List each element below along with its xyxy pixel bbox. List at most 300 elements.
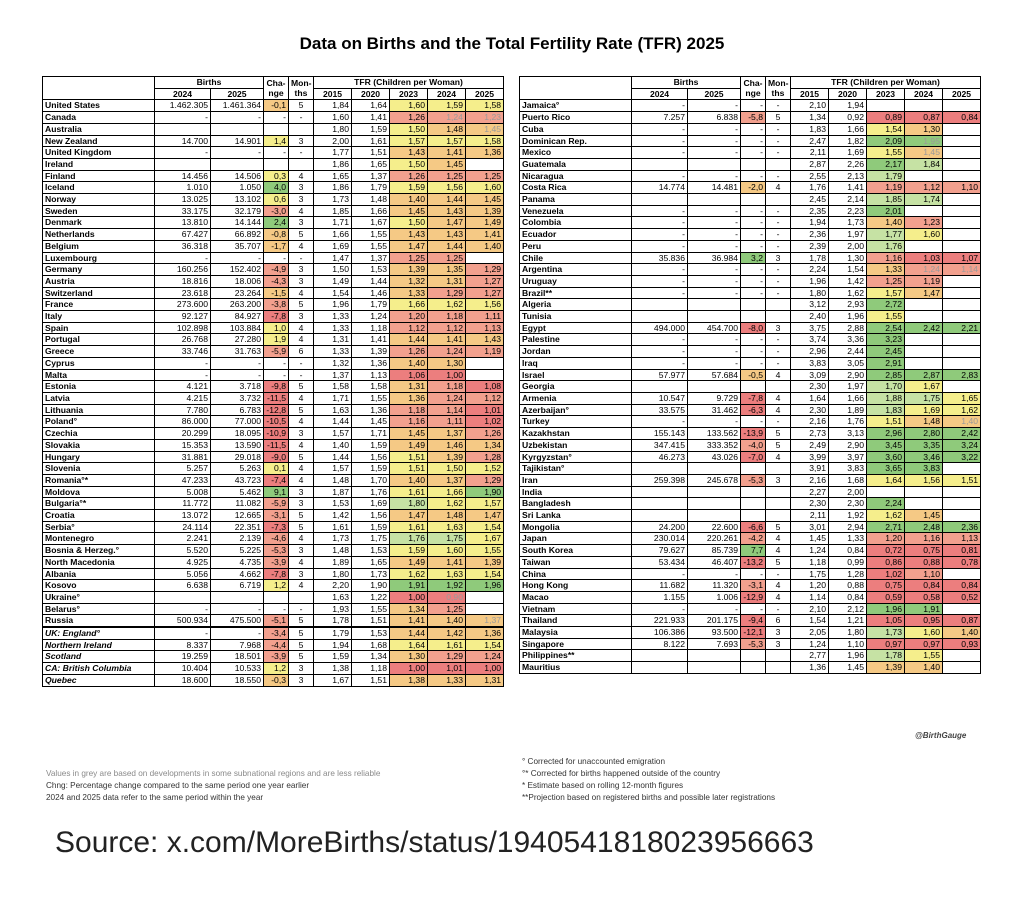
tfr-cell: 2,72 [867,299,905,311]
tfr-cell: 0,92 [829,112,867,124]
change-cell: - [264,147,289,159]
tfr-cell: 1,53 [352,264,390,276]
tfr-cell: 3,60 [867,451,905,463]
change-cell: - [741,568,766,580]
births-cell: 53.434 [632,556,688,568]
months-cell: 5 [289,510,314,522]
births-cell: 33.575 [632,404,688,416]
tfr-cell [943,100,981,112]
country-cell: Colombia [520,217,632,229]
table-row [520,357,981,369]
header-row-1 [520,77,981,89]
country-cell: Guatemala [520,158,632,170]
tfr-cell: 1,78 [867,650,905,662]
table-row [43,439,504,451]
footnote-right: * Estimate based on rolling 12-month figures [522,781,684,790]
table-row [520,650,981,662]
table-row [43,580,504,592]
births-cell [688,381,741,393]
births-cell: - [632,240,688,252]
country-cell: Italy [43,311,155,323]
tfr-cell [943,240,981,252]
tfr-cell: 2,30 [791,381,829,393]
tfr-cell: 1,60 [466,182,504,194]
change-cell: - [741,287,766,299]
footnote-right: ° Corrected for unaccounted emigration [522,757,665,766]
months-cell: - [766,170,791,182]
births-cell: 102.898 [155,322,211,334]
tfr-cell: 1,00 [390,591,428,603]
country-cell: Russia [43,615,155,627]
births-cell: - [632,170,688,182]
births-cell: 20.299 [155,428,211,440]
births-cell: 1.462.305 [155,100,211,112]
tfr-cell: 1,59 [390,545,428,557]
tfr-cell: 1,60 [390,100,428,112]
tfr-cell: 1,13 [943,533,981,545]
births-cell: 24.114 [155,521,211,533]
months-header: Mon- ths [766,77,791,100]
tfr-cell: 1,57 [314,428,352,440]
table-row [43,591,504,603]
births-cell: 14.774 [632,182,688,194]
births-cell: 263.200 [211,299,264,311]
births-cell: 5.008 [155,486,211,498]
change-cell: -5,3 [741,638,766,650]
births-cell: 10.404 [155,663,211,675]
tfr-cell: 2,30 [791,498,829,510]
tfr-cell: 1,39 [428,451,466,463]
change-cell: - [264,369,289,381]
births-cell: 494.000 [632,322,688,334]
tfr-cell: 1,39 [466,205,504,217]
months-cell: 3 [289,194,314,206]
change-cell: -5,8 [741,112,766,124]
tfr-cell: 2,87 [905,369,943,381]
births-cell: 1.050 [211,182,264,194]
tfr-cell: 1,68 [352,639,390,651]
tfr-cell: 3,12 [791,299,829,311]
months-cell: - [766,205,791,217]
births-cell: 18.816 [155,275,211,287]
tfr-cell: 1,48 [314,545,352,557]
table-row [43,287,504,299]
tfr-cell [867,486,905,498]
births-cell: 14.901 [211,135,264,147]
tfr-cell: 2,47 [791,135,829,147]
country-cell: Ukraine° [43,591,155,603]
tfr-cell: 1,33 [867,264,905,276]
tfr-cell: 1,24 [905,264,943,276]
table-row [43,556,504,568]
year-header: 2025 [211,88,264,100]
months-cell: 5 [289,651,314,663]
change-cell: -5,3 [264,545,289,557]
births-cell [632,299,688,311]
table-row [520,205,981,217]
tfr-cell: 3,35 [905,439,943,451]
change-cell: -4,6 [264,533,289,545]
tfr-cell: 1,00 [428,369,466,381]
tfr-cell: 1,19 [466,346,504,358]
change-cell: - [741,264,766,276]
tfr-cell: 1,71 [314,392,352,404]
tfr-cell: 2,35 [791,205,829,217]
months-cell: - [289,112,314,124]
change-cell: - [264,112,289,124]
births-cell: 6.783 [211,404,264,416]
country-cell: Vietnam [520,603,632,615]
tfr-cell [943,217,981,229]
country-cell: Moldova [43,486,155,498]
births-cell: 77.000 [211,416,264,428]
tfr-cell: 1,68 [829,474,867,486]
tfr-cell: 1,86 [314,182,352,194]
births-cell: 3.732 [211,392,264,404]
tfr-cell: 1,57 [428,135,466,147]
tfr-cell: 3,83 [905,463,943,475]
tfr-cell [943,287,981,299]
births-cell [688,311,741,323]
tfr-cell: 2,00 [829,240,867,252]
tfr-cell: 1,96 [829,311,867,323]
months-cell: 5 [766,428,791,440]
births-cell: 13.590 [211,439,264,451]
country-cell: Japan [520,533,632,545]
tfr-cell: 1,57 [867,287,905,299]
months-cell [289,158,314,170]
change-cell: -9,4 [741,615,766,627]
tfr-cell: 1,13 [352,369,390,381]
births-cell: 14.481 [688,182,741,194]
tfr-cell: 2,42 [905,322,943,334]
tfr-cell: 1,52 [466,463,504,475]
tfr-cell: 1,18 [428,381,466,393]
tfr-cell: 1,37 [466,615,504,627]
table-row [43,275,504,287]
table-row [43,674,504,686]
tfr-cell: 1,61 [390,521,428,533]
tfr-cell: 1,16 [905,533,943,545]
tfr-cell: 1,93 [314,603,352,615]
births-cell: - [211,252,264,264]
tfr-cell: 1,96 [829,650,867,662]
table-row [520,287,981,299]
tfr-cell: 1,78 [791,252,829,264]
table-row [520,474,981,486]
births-cell: 5.257 [155,463,211,475]
change-cell [741,311,766,323]
table-row [520,580,981,592]
tfr-cell: 1,31 [314,334,352,346]
table-row [43,615,504,627]
tfr-cell: 3,45 [867,439,905,451]
months-cell: 3 [289,545,314,557]
tfr-cell: 2,71 [867,521,905,533]
tfr-cell: 2,85 [867,369,905,381]
births-cell [632,662,688,674]
births-cell: - [688,100,741,112]
tfr-cell: 1,77 [867,229,905,241]
tfr-cell: 0,88 [905,556,943,568]
tfr-cell: 1,60 [905,627,943,639]
table-row [43,264,504,276]
births-cell [688,299,741,311]
change-cell: - [741,205,766,217]
months-cell: 3 [289,275,314,287]
change-cell: 1,2 [264,663,289,675]
months-cell: 4 [766,369,791,381]
tfr-cell: 1,54 [466,639,504,651]
months-cell [766,650,791,662]
tfr-cell: 1,43 [428,205,466,217]
table-row [43,346,504,358]
tfr-cell: 1,45 [390,428,428,440]
births-cell: 333.352 [688,439,741,451]
country-cell: Iran [520,474,632,486]
tfr-cell: 1,79 [352,299,390,311]
tfr-cell: 2,73 [791,428,829,440]
change-cell: -13,2 [741,556,766,568]
months-cell: 5 [766,556,791,568]
change-cell: -10,5 [264,416,289,428]
tfr-cell: 1,37 [428,428,466,440]
tfr-cell: 1,35 [428,264,466,276]
country-cell: Austria [43,275,155,287]
table-row [43,217,504,229]
months-cell: 4 [289,439,314,451]
country-cell: South Korea [520,545,632,557]
months-cell: - [766,416,791,428]
births-cell: - [688,229,741,241]
births-cell: - [632,100,688,112]
births-cell: 23.618 [155,287,211,299]
table-row [43,135,504,147]
change-cell: -7,4 [264,474,289,486]
tfr-cell [466,369,504,381]
country-cell: Slovakia [43,439,155,451]
tfr-cell: 1,66 [390,299,428,311]
change-cell: - [741,170,766,182]
births-cell: - [688,416,741,428]
table-row [43,451,504,463]
tfr-cell: 1,76 [867,240,905,252]
change-cell: -3,9 [264,556,289,568]
tfr-cell: 1,79 [867,170,905,182]
table-row [520,510,981,522]
country-cell: Serbia° [43,521,155,533]
tfr-cell: 1,14 [428,404,466,416]
table-row [43,170,504,182]
tfr-cell: 1,44 [428,240,466,252]
tfr-cell: 2,96 [791,346,829,358]
change-cell [741,662,766,674]
tfr-cell [943,510,981,522]
tfr-cell: 1,54 [867,123,905,135]
births-cell [632,650,688,662]
tfr-cell: 1,76 [829,416,867,428]
country-cell: Ireland [43,158,155,170]
births-cell: - [688,123,741,135]
months-cell [766,662,791,674]
tfr-cell: 1,19 [905,275,943,287]
change-cell: - [741,147,766,159]
tfr-cell [466,357,504,369]
tfr-cell: 1,87 [314,486,352,498]
change-cell: 7,7 [741,545,766,557]
change-cell: 0,6 [264,194,289,206]
births-cell: 4.121 [155,381,211,393]
tfr-cell: 1,41 [390,615,428,627]
change-cell: -7,3 [264,521,289,533]
tfr-cell: 3,83 [791,357,829,369]
births-header: Births [632,77,741,89]
table-row [520,416,981,428]
table-row [43,416,504,428]
tfr-cell: 1,45 [905,510,943,522]
tfr-cell: 1,47 [905,287,943,299]
country-cell: Kosovo [43,580,155,592]
tfr-cell: 1,24 [791,545,829,557]
tfr-cell: 0,84 [943,112,981,124]
months-cell: 4 [289,334,314,346]
table-row [43,486,504,498]
tfr-cell: 1,47 [314,252,352,264]
births-cell: - [632,147,688,159]
months-cell: 4 [766,545,791,557]
tfr-cell: 2,49 [791,439,829,451]
months-cell [766,299,791,311]
births-cell [688,194,741,206]
births-cell: 85.739 [688,545,741,557]
months-cell: 6 [289,346,314,358]
country-cell: Dominican Rep. [520,135,632,147]
change-cell [741,463,766,475]
tfr-cell: 1,73 [867,627,905,639]
tfr-cell: 1,00 [390,663,428,675]
tfr-cell: 1,64 [867,474,905,486]
tfr-cell: 1,55 [466,545,504,557]
months-cell: 6 [766,615,791,627]
tfr-cell: 1,61 [428,639,466,651]
tfr-cell: 3,01 [791,521,829,533]
tfr-cell: 1,49 [314,275,352,287]
tfr-cell: 1,73 [352,568,390,580]
births-cell: - [688,334,741,346]
months-cell: 4 [289,240,314,252]
tfr-cell: 2,20 [314,580,352,592]
months-cell [766,381,791,393]
table-row [43,404,504,416]
births-cell: - [211,357,264,369]
births-cell: - [211,369,264,381]
tfr-cell: 1,45 [905,147,943,159]
change-cell: - [741,123,766,135]
tfr-cell: 1,55 [905,650,943,662]
tfr-cell [943,158,981,170]
tfr-cell: 1,95 [905,135,943,147]
births-cell: 4.925 [155,556,211,568]
tfr-cell: 1,47 [466,510,504,522]
country-cell: Netherlands [43,229,155,241]
births-cell: 13.102 [211,194,264,206]
tfr-cell: 1,42 [314,510,352,522]
tfr-cell: 1,73 [829,217,867,229]
tfr-cell: 1,33 [829,533,867,545]
months-cell: 4 [766,580,791,592]
tfr-cell: 1,97 [829,381,867,393]
tfr-cell [943,662,981,674]
tfr-cell: 1,71 [314,217,352,229]
tfr-cell: 1,70 [352,474,390,486]
births-cell [211,158,264,170]
months-cell: - [766,240,791,252]
births-cell [688,662,741,674]
change-cell: - [741,334,766,346]
tfr-cell: 1,56 [352,451,390,463]
tfr-cell [943,603,981,615]
change-cell: -0,5 [741,369,766,381]
tfr-cell: 2,01 [867,205,905,217]
tfr-cell: 1,90 [352,580,390,592]
tfr-cell: 1,92 [829,510,867,522]
tfr-cell: 1,43 [390,147,428,159]
births-cell: - [632,603,688,615]
births-cell: - [688,357,741,369]
table-row [43,381,504,393]
country-cell: Belgium [43,240,155,252]
months-cell: 3 [289,264,314,276]
tfr-cell: 1,43 [390,229,428,241]
tfr-cell: 1,96 [466,580,504,592]
tfr-cell: 1,27 [466,287,504,299]
change-cell: -6,6 [741,521,766,533]
tfr-cell: 1,97 [829,229,867,241]
change-cell: -7,8 [264,568,289,580]
tfr-cell: 1,91 [905,603,943,615]
tfr-cell: 1,59 [352,439,390,451]
births-cell: - [155,252,211,264]
tfr-cell: 1,38 [314,663,352,675]
tfr-cell: 1,18 [390,404,428,416]
tfr-cell: 3,09 [791,369,829,381]
table-row [520,158,981,170]
country-cell: Estonia [43,381,155,393]
births-cell: 43.723 [211,474,264,486]
tfr-cell: 1,40 [867,217,905,229]
table-row [520,275,981,287]
country-cell: Portugal [43,334,155,346]
tfr-cell: 1,43 [428,229,466,241]
births-cell: 57.977 [632,369,688,381]
months-cell: - [289,369,314,381]
tfr-cell [466,591,504,603]
births-cell: 7.693 [688,638,741,650]
tfr-cell: 1,60 [428,545,466,557]
births-cell: 79.627 [632,545,688,557]
tfr-cell: 1,65 [314,170,352,182]
tfr-cell: 1,79 [352,182,390,194]
table-row [520,545,981,557]
change-cell: -3,1 [741,580,766,592]
births-cell [688,158,741,170]
table-row [43,357,504,369]
births-cell: 18.095 [211,428,264,440]
country-cell: Palestine [520,334,632,346]
months-cell: - [766,603,791,615]
births-cell: 4.662 [211,568,264,580]
births-cell: - [632,287,688,299]
